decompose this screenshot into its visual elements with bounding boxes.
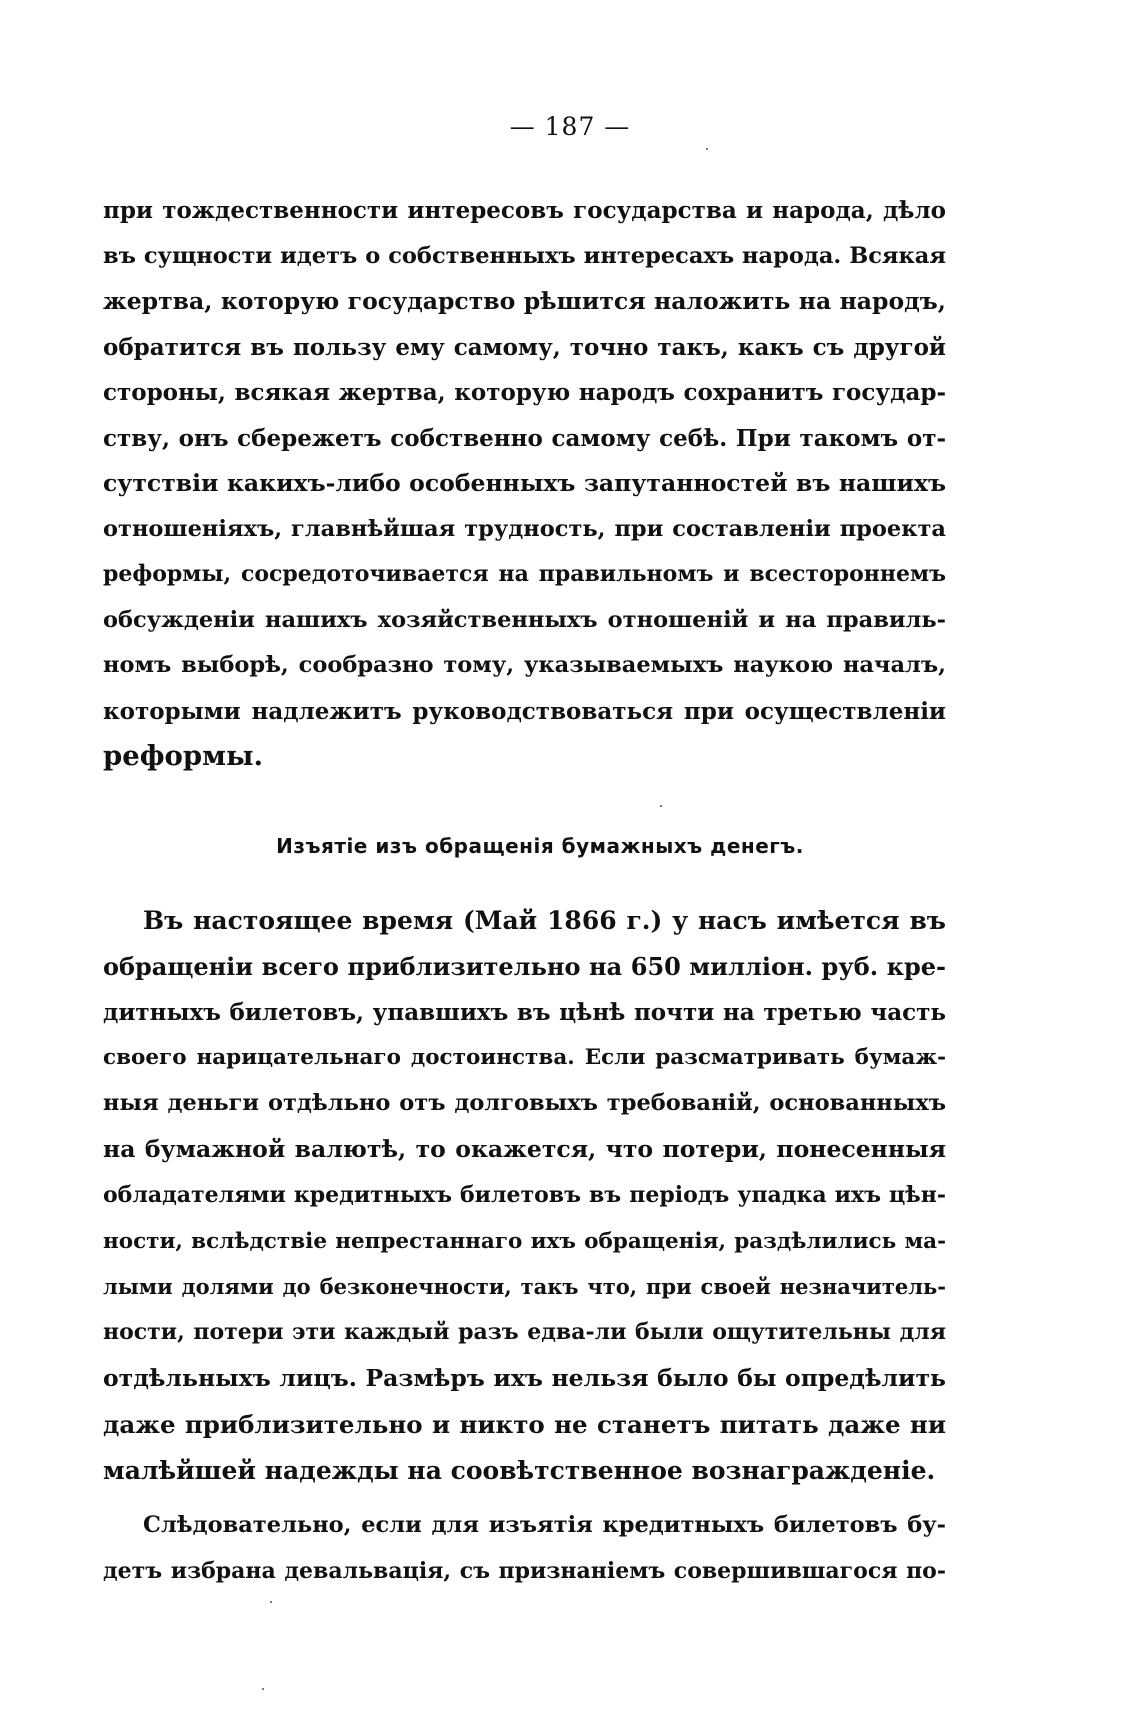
text-line: обратится въ пользу ему самому, точно такъ, какъ съ другой [103, 333, 946, 361]
text-line: Слѣдовательно, если для изъятія кредитныхъ билетовъ бу- [143, 1512, 946, 1538]
text-line: обращеніи всего приблизительно на 650 милліон. руб. кре- [103, 951, 946, 981]
paragraph-1 [103, 188, 946, 780]
paragraph-2 [103, 898, 946, 1493]
section-heading: Изъятіе изъ обращенія бумажныхъ денегъ. [276, 834, 804, 858]
paragraph-3 [103, 1503, 946, 1594]
text-line: на бумажной валютѣ, то окажется, что потери, понесенныя [103, 1134, 946, 1163]
text-line: даже приблизительно и никто не станетъ питать даже ни [103, 1409, 946, 1439]
scan-speck [706, 148, 708, 150]
text-line: ности, вслѣдствіе непрестаннаго ихъ обращенія, раздѣлились ма- [103, 1228, 946, 1254]
text-line: которыми надлежитъ руководствоваться при осуществленіи [103, 697, 946, 725]
text-line: обсужденіи нашихъ хозяйственныхъ отношеній и на правиль- [103, 606, 946, 633]
text-line: детъ избрана девальвація, съ признаніемъ совершившагося по- [103, 1557, 946, 1584]
text-line: номъ выборѣ, сообразно тому, указываемыхъ наукою началъ, [103, 652, 946, 678]
text-line: сутствіи какихъ-либо особенныхъ запутанностей въ нашихъ [103, 469, 946, 497]
text-line: ности, потери эти каждый разъ едва-ли были ощутительны для [103, 1319, 946, 1346]
text-line: ныя деньги отдѣльно отъ долговыхъ требованій, основанныхъ [103, 1090, 946, 1117]
text-line: дитныхъ билетовъ, упавшихъ въ цѣнѣ почти на третью часть [103, 998, 946, 1026]
text-line: ству, онъ сбережетъ собственно самому себѣ. При такомъ от- [103, 424, 946, 452]
text-line: стороны, всякая жертва, которую народъ сохранитъ государ- [103, 379, 946, 406]
text-line: своего нарицательнаго достоинства. Если разсматривать бумаж- [103, 1045, 946, 1071]
text-line: отношеніяхъ, главнѣйшая трудность, при составленіи проекта [103, 515, 946, 542]
text-line: лыми долями до безконечности, такъ что, при своей незначитель- [103, 1274, 946, 1300]
text-line: обладателями кредитныхъ билетовъ въ періодъ упадка ихъ цѣн- [103, 1181, 946, 1208]
text-line: жертва, которую государство рѣшится наложить на народъ, [103, 287, 946, 315]
scan-speck [660, 805, 662, 807]
text-line: малѣйшей надежды на соовѣтственное вознагражденіе. [103, 1455, 936, 1485]
text-line: реформы, сосредоточивается на правильномъ и всестороннемъ [103, 561, 946, 587]
text-line: Въ настоящее время (Май 1866 г.) у насъ имѣется въ [143, 906, 946, 935]
scan-speck [270, 1601, 272, 1603]
scan-speck [262, 1688, 264, 1690]
page-number: — 187 — [509, 112, 631, 141]
text-line: реформы. [103, 740, 264, 772]
text-line: при тождественности интересовъ государства и народа, дѣло [103, 197, 946, 224]
text-line: въ сущности идетъ о собственныхъ интересахъ народа. Всякая [103, 242, 946, 269]
text-line: отдѣльныхъ лицъ. Размѣръ ихъ нельзя было бы опредѣлить [103, 1363, 946, 1392]
